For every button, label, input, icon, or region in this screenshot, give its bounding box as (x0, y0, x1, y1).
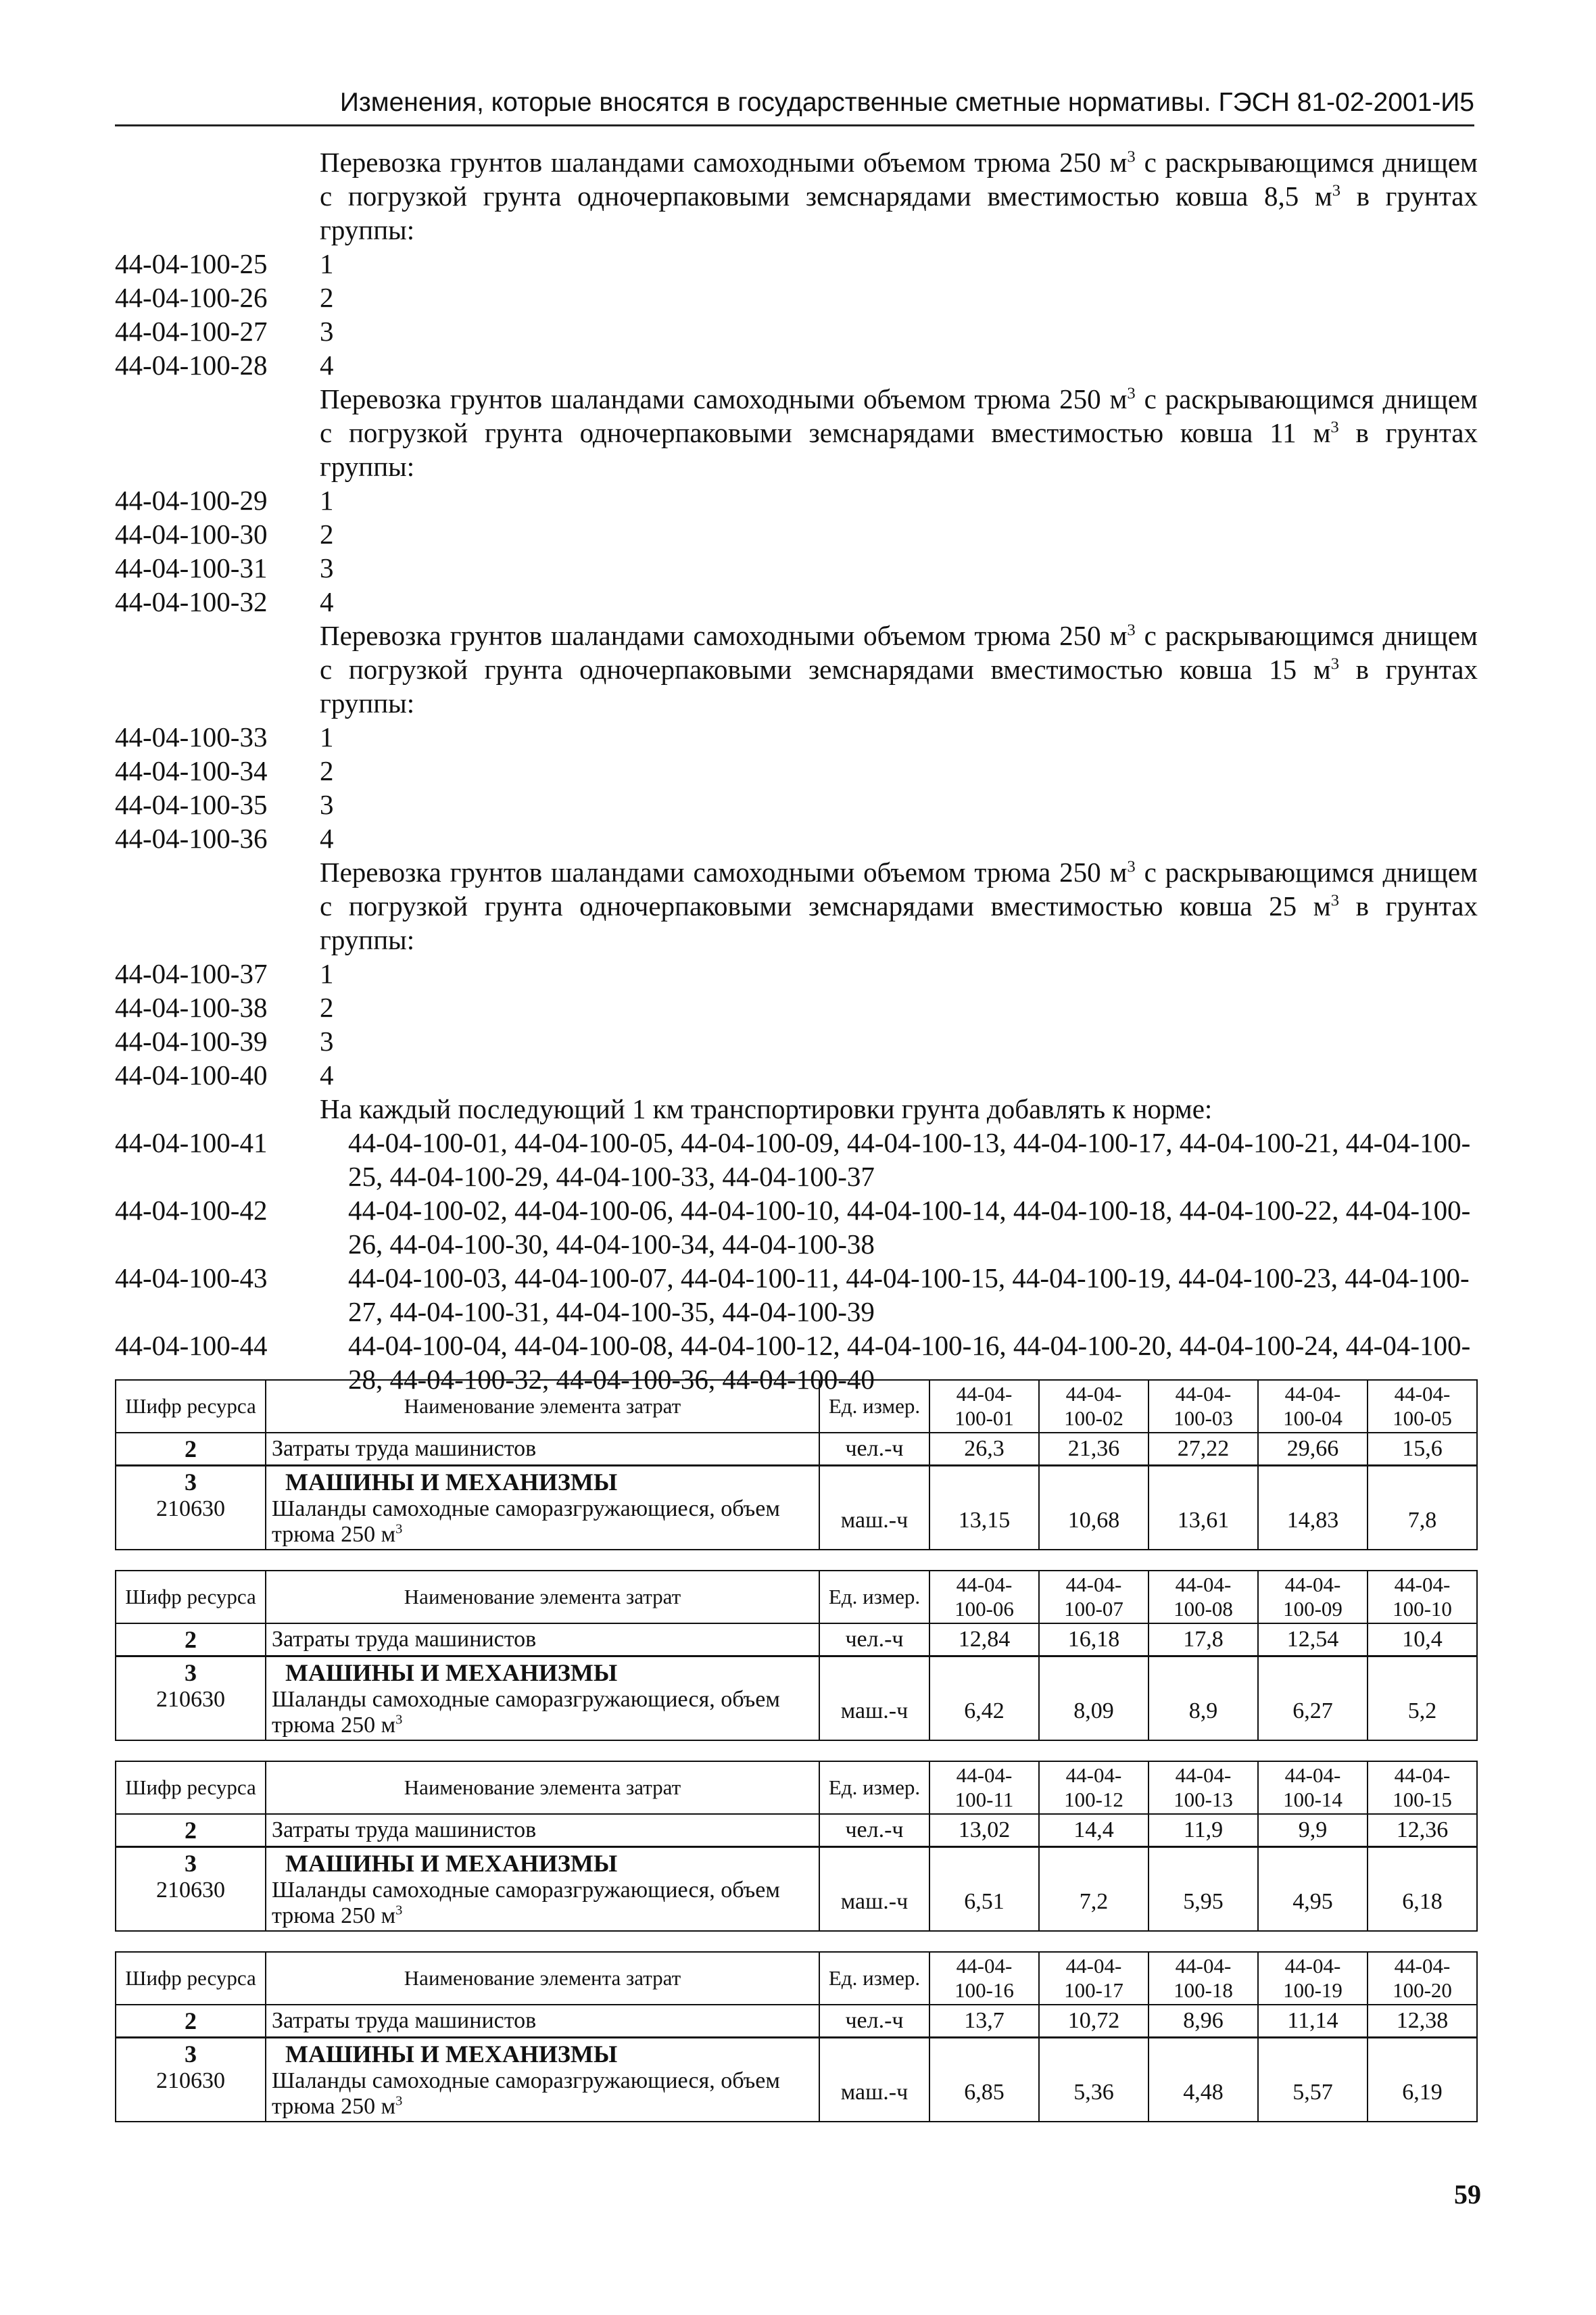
resource-table (115, 1379, 1478, 1550)
machine-value: 4,48 (1148, 2038, 1258, 2122)
norm-code: 44-04-100-25 (115, 248, 268, 279)
superscript: 3 (1127, 147, 1136, 166)
norm-number-line: 44-04- (1065, 1763, 1122, 1787)
col-header-unit: Ед. измер. (819, 1380, 929, 1433)
section-title-text: Перевозка грунтов шаландами самоходными объемом трюма 250 м (320, 857, 1128, 888)
resource-code: 2 (116, 2005, 266, 2038)
machine-value: 7,2 (1039, 1847, 1148, 1932)
col-header-norm (1148, 1571, 1258, 1623)
machine-code: 210630 (156, 2068, 225, 2093)
group-name: МАШИНЫ И МЕХАНИЗМЫ (285, 2040, 618, 2068)
table-row-machines (116, 1466, 1477, 1550)
group-name: МАШИНЫ И МЕХАНИЗМЫ (285, 1469, 618, 1496)
norm-number-line: 100-16 (954, 1978, 1014, 2002)
group-code: 3 (185, 2040, 197, 2068)
resource-unit: чел.-ч (819, 1433, 929, 1466)
soil-group: 2 (320, 519, 334, 550)
col-header-unit: Ед. измер. (819, 1571, 929, 1623)
machine-value: 5,36 (1039, 2038, 1148, 2122)
machine-name (272, 2068, 813, 2120)
norm-sections (115, 145, 1478, 1092)
resource-name-cell (266, 1847, 819, 1932)
norm-row (115, 585, 1478, 619)
resource-unit: чел.-ч (819, 1814, 929, 1847)
norm-number-line: 44-04- (1284, 1763, 1341, 1787)
machine-value: 6,27 (1258, 1656, 1368, 1741)
group-name: МАШИНЫ И МЕХАНИЗМЫ (285, 1850, 618, 1877)
labor-value: 29,66 (1258, 1433, 1368, 1466)
col-header-norm (1258, 1380, 1368, 1433)
norm-row (115, 551, 1478, 585)
labor-value: 14,4 (1039, 1814, 1148, 1847)
norm-row (115, 281, 1478, 314)
soil-group: 4 (320, 1059, 334, 1091)
additional-title: На каждый последующий 1 км транспортировки грунта добавлять к норме: (320, 1093, 1213, 1124)
norm-number-line: 44-04- (1175, 1763, 1232, 1787)
resource-table (115, 1570, 1478, 1741)
norm-number-line: 44-04- (1284, 1954, 1341, 1978)
col-header-norm (1039, 1571, 1148, 1623)
norm-reference-list: 44-04-100-02, 44-04-100-06, 44-04-100-10, 44-04-100-14, 44-04-100-18, 44-04-100-22, 44-04-100-26, 44-04-100-30, 44-04-100-34, 44-04-100-38 (348, 1195, 1471, 1260)
additional-row (115, 1193, 1478, 1261)
resource-name-cell (266, 1466, 819, 1550)
machine-name-text: Шаланды самоходные саморазгружающиеся, объем трюма 250 м (272, 2068, 780, 2119)
col-header-norm (929, 1952, 1039, 2005)
norm-code: 44-04-100-33 (115, 721, 268, 753)
norm-number-line: 100-12 (1064, 1788, 1123, 1811)
resource-name-cell (266, 2038, 819, 2122)
resource-unit: чел.-ч (819, 1623, 929, 1656)
norm-number-line: 100-04 (1283, 1406, 1343, 1430)
norm-code: 44-04-100-30 (115, 519, 268, 550)
section-title-text: в грунтах группы: (320, 654, 1478, 719)
machine-name-text: Шаланды самоходные саморазгружающиеся, объем трюма 250 м (272, 1878, 780, 1928)
superscript: 3 (395, 1712, 403, 1727)
norm-row (115, 991, 1478, 1024)
col-header-name: Наименование элемента затрат (266, 1380, 819, 1433)
superscript: 3 (1330, 891, 1340, 910)
norm-number-line: 44-04- (956, 1954, 1013, 1978)
resource-code-cell (116, 1656, 266, 1741)
norm-row (115, 517, 1478, 551)
labor-value: 13,02 (929, 1814, 1039, 1847)
col-header-norm (929, 1571, 1039, 1623)
norm-code: 44-04-100-39 (115, 1026, 268, 1057)
norm-row (115, 483, 1478, 517)
col-header-code: Шифр ресурса (116, 1952, 266, 2005)
machine-value: 10,68 (1039, 1466, 1148, 1550)
machine-value: 5,57 (1258, 2038, 1368, 2122)
norm-row (115, 348, 1478, 382)
superscript: 3 (1127, 384, 1136, 403)
col-header-unit: Ед. измер. (819, 1952, 929, 2005)
norm-number-line: 44-04- (1394, 1763, 1451, 1787)
col-header-norm (1039, 1761, 1148, 1814)
col-header-norm (1148, 1380, 1258, 1433)
section-title-text: Перевозка грунтов шаландами самоходными объемом трюма 250 м (320, 147, 1128, 178)
document-body (115, 145, 1478, 1396)
norm-number-line: 100-20 (1393, 1978, 1452, 2002)
col-header-norm (1039, 1952, 1148, 2005)
section-title-text: в грунтах группы: (320, 417, 1478, 482)
table-row-machines (116, 1847, 1477, 1932)
norm-number-line: 100-15 (1393, 1788, 1452, 1811)
norm-reference-list: 44-04-100-04, 44-04-100-08, 44-04-100-12, 44-04-100-16, 44-04-100-20, 44-04-100-24, 44-04-100-28, 44-04-100-32, 44-04-100-36, 44-04-100-40 (348, 1330, 1471, 1395)
labor-value: 10,72 (1039, 2005, 1148, 2038)
resource-unit: маш.-ч (819, 2038, 929, 2122)
col-header-code: Шифр ресурса (116, 1380, 266, 1433)
norm-number-line: 44-04- (1065, 1382, 1122, 1406)
machine-code: 210630 (156, 1878, 225, 1903)
superscript: 3 (1332, 181, 1341, 200)
page-number: 59 (1454, 2179, 1481, 2210)
norm-number-line: 100-18 (1174, 1978, 1233, 2002)
labor-value: 10,4 (1368, 1623, 1477, 1656)
norm-number-line: 100-08 (1174, 1597, 1233, 1621)
resource-unit: чел.-ч (819, 2005, 929, 2038)
soil-group: 1 (320, 248, 334, 279)
machine-value: 7,8 (1368, 1466, 1477, 1550)
resource-code-cell (116, 1847, 266, 1932)
resource-name: Затраты труда машинистов (266, 1814, 819, 1847)
machine-value: 13,61 (1148, 1466, 1258, 1550)
norm-number-line: 44-04- (1394, 1382, 1451, 1406)
norm-number-line: 44-04- (1065, 1573, 1122, 1596)
norm-code: 44-04-100-41 (115, 1127, 268, 1158)
resource-name-cell (266, 1656, 819, 1741)
labor-value: 12,54 (1258, 1623, 1368, 1656)
resource-unit: маш.-ч (819, 1656, 929, 1741)
labor-value: 16,18 (1039, 1623, 1148, 1656)
machine-value: 5,95 (1148, 1847, 1258, 1932)
norm-number-line: 100-02 (1064, 1406, 1123, 1430)
superscript: 3 (395, 2093, 403, 2109)
machine-name-text: Шаланды самоходные саморазгружающиеся, объем трюма 250 м (272, 1496, 780, 1547)
soil-group: 2 (320, 282, 334, 313)
norm-number-line: 100-09 (1283, 1597, 1343, 1621)
norm-row (115, 821, 1478, 855)
resource-code: 2 (116, 1814, 266, 1847)
soil-group: 1 (320, 485, 334, 516)
machine-value: 14,83 (1258, 1466, 1368, 1550)
norm-code: 44-04-100-43 (115, 1262, 268, 1293)
resource-name: Затраты труда машинистов (266, 1623, 819, 1656)
norm-code: 44-04-100-27 (115, 316, 268, 347)
soil-group: 4 (320, 350, 334, 381)
table-header-row (116, 1761, 1477, 1814)
labor-value: 11,14 (1258, 2005, 1368, 2038)
norm-number-line: 44-04- (956, 1763, 1013, 1787)
section-title-text: Перевозка грунтов шаландами самоходными объемом трюма 250 м (320, 620, 1128, 651)
resource-code: 2 (116, 1623, 266, 1656)
page-header: Изменения, которые вносятся в государственные сметные нормативы. ГЭСН 81-02-2001-И5 (115, 88, 1474, 126)
norm-number-line: 100-11 (954, 1788, 1014, 1811)
section-title-text: с раскрывающимся днищем с погрузкой грунта одночерпаковыми земснарядами вместимостью ковша 8,5 м (320, 147, 1478, 212)
machine-value: 5,2 (1368, 1656, 1477, 1741)
machine-code: 210630 (156, 1687, 225, 1712)
soil-group: 3 (320, 316, 334, 347)
norm-code: 44-04-100-35 (115, 789, 268, 820)
machine-value: 8,09 (1039, 1656, 1148, 1741)
norm-code: 44-04-100-37 (115, 958, 268, 989)
labor-value: 12,36 (1368, 1814, 1477, 1847)
norm-code: 44-04-100-32 (115, 586, 268, 617)
norm-number-line: 44-04- (1394, 1573, 1451, 1596)
norm-number-line: 44-04- (1394, 1954, 1451, 1978)
labor-value: 21,36 (1039, 1433, 1148, 1466)
additional-row (115, 1261, 1478, 1329)
soil-group: 4 (320, 823, 334, 854)
section-title-text: с раскрывающимся днищем с погрузкой грунта одночерпаковыми земснарядами вместимостью ковша 25 м (320, 857, 1478, 922)
labor-value: 15,6 (1368, 1433, 1477, 1466)
col-header-norm (929, 1380, 1039, 1433)
col-header-unit: Ед. измер. (819, 1761, 929, 1814)
norm-row (115, 957, 1478, 991)
section-title-text: с раскрывающимся днищем с погрузкой грунта одночерпаковыми земснарядами вместимостью ковша 11 м (320, 383, 1478, 448)
col-header-code: Шифр ресурса (116, 1571, 266, 1623)
labor-value: 27,22 (1148, 1433, 1258, 1466)
section-title (320, 619, 1478, 720)
machine-value: 6,19 (1368, 2038, 1477, 2122)
soil-group: 2 (320, 992, 334, 1023)
resource-name: Затраты труда машинистов (266, 1433, 819, 1466)
table-row-labor (116, 1623, 1477, 1656)
group-name: МАШИНЫ И МЕХАНИЗМЫ (285, 1659, 618, 1686)
superscript: 3 (1330, 418, 1339, 437)
soil-group: 3 (320, 552, 334, 583)
norm-number-line: 100-01 (954, 1406, 1014, 1430)
col-header-norm (1148, 1952, 1258, 2005)
norm-number-line: 100-06 (954, 1597, 1014, 1621)
resource-unit: маш.-ч (819, 1847, 929, 1932)
col-header-norm (1368, 1571, 1477, 1623)
section-title-text: Перевозка грунтов шаландами самоходными объемом трюма 250 м (320, 383, 1128, 414)
table-row-labor (116, 1814, 1477, 1847)
labor-value: 9,9 (1258, 1814, 1368, 1847)
norm-code: 44-04-100-38 (115, 992, 268, 1023)
machine-value: 6,51 (929, 1847, 1039, 1932)
soil-group: 2 (320, 755, 334, 786)
norm-code: 44-04-100-36 (115, 823, 268, 854)
labor-value: 17,8 (1148, 1623, 1258, 1656)
machine-value: 6,85 (929, 2038, 1039, 2122)
norm-row (115, 247, 1478, 281)
norm-number-line: 44-04- (1175, 1954, 1232, 1978)
norm-reference-list: 44-04-100-01, 44-04-100-05, 44-04-100-09, 44-04-100-13, 44-04-100-17, 44-04-100-21, 44-04-100-25, 44-04-100-29, 44-04-100-33, 44-04-100-37 (348, 1127, 1471, 1192)
labor-value: 12,38 (1368, 2005, 1477, 2038)
machine-value: 4,95 (1258, 1847, 1368, 1932)
additional-list (115, 1126, 1478, 1396)
machine-name (272, 1878, 813, 1929)
soil-group: 1 (320, 958, 334, 989)
norm-number-line: 44-04- (1284, 1382, 1341, 1406)
col-header-name: Наименование элемента затрат (266, 1761, 819, 1814)
col-header-norm (1258, 1761, 1368, 1814)
resource-name: Затраты труда машинистов (266, 2005, 819, 2038)
machine-code: 210630 (156, 1496, 225, 1521)
labor-value: 8,96 (1148, 2005, 1258, 2038)
resource-table (115, 1951, 1478, 2122)
col-header-norm (1368, 1952, 1477, 2005)
norm-row (115, 788, 1478, 821)
section-title-text: в грунтах группы: (320, 890, 1478, 955)
section-title-text: в грунтах группы: (320, 181, 1478, 245)
norm-number-line: 100-07 (1064, 1597, 1123, 1621)
norm-code: 44-04-100-40 (115, 1059, 268, 1091)
table-row-machines (116, 2038, 1477, 2122)
resource-code-cell (116, 1466, 266, 1550)
norm-reference-list: 44-04-100-03, 44-04-100-07, 44-04-100-11, 44-04-100-15, 44-04-100-19, 44-04-100-23, 44-04-100-27, 44-04-100-31, 44-04-100-35, 44-04-100-39 (348, 1262, 1470, 1327)
col-header-norm (1368, 1761, 1477, 1814)
superscript: 3 (1330, 654, 1340, 673)
resource-table (115, 1761, 1478, 1932)
norm-code: 44-04-100-29 (115, 485, 268, 516)
resource-code-cell (116, 2038, 266, 2122)
table-row-machines (116, 1656, 1477, 1741)
norm-number-line: 100-03 (1174, 1406, 1233, 1430)
norm-row (115, 1024, 1478, 1058)
group-code: 3 (185, 1469, 197, 1496)
machine-value: 6,18 (1368, 1847, 1477, 1932)
machine-value: 13,15 (929, 1466, 1039, 1550)
table-header-row (116, 1952, 1477, 2005)
norm-code: 44-04-100-31 (115, 552, 268, 583)
machine-value: 8,9 (1148, 1656, 1258, 1741)
superscript: 3 (395, 1521, 403, 1537)
machine-name (272, 1496, 813, 1548)
col-header-code: Шифр ресурса (116, 1761, 266, 1814)
norm-row (115, 720, 1478, 754)
machine-name-text: Шаланды самоходные саморазгружающиеся, объем трюма 250 м (272, 1687, 780, 1738)
group-code: 3 (185, 1659, 197, 1686)
norm-number-line: 44-04- (956, 1382, 1013, 1406)
norm-number-line: 44-04- (1175, 1382, 1232, 1406)
table-header-row (116, 1380, 1477, 1433)
section-title-text: с раскрывающимся днищем с погрузкой грунта одночерпаковыми земснарядами вместимостью ковша 15 м (320, 620, 1478, 685)
table-row-labor (116, 1433, 1477, 1466)
norm-row (115, 1058, 1478, 1092)
table-header-row (116, 1571, 1477, 1623)
labor-value: 11,9 (1148, 1814, 1258, 1847)
norm-number-line: 100-14 (1283, 1788, 1343, 1811)
norm-number-line: 44-04- (1284, 1573, 1341, 1596)
norm-number-line: 100-19 (1283, 1978, 1343, 2002)
norm-number-line: 100-13 (1174, 1788, 1233, 1811)
col-header-norm (1148, 1761, 1258, 1814)
norm-number-line: 100-05 (1393, 1406, 1452, 1430)
norm-code: 44-04-100-44 (115, 1330, 268, 1361)
col-header-name: Наименование элемента затрат (266, 1571, 819, 1623)
norm-number-line: 44-04- (1065, 1954, 1122, 1978)
section-title (320, 855, 1478, 957)
norm-number-line: 100-17 (1064, 1978, 1123, 2002)
col-header-norm (1039, 1380, 1148, 1433)
soil-group: 3 (320, 789, 334, 820)
norm-row (115, 754, 1478, 788)
additional-row (115, 1126, 1478, 1193)
col-header-norm (1258, 1571, 1368, 1623)
norm-number-line: 44-04- (956, 1573, 1013, 1596)
table-row-labor (116, 2005, 1477, 2038)
superscript: 3 (1127, 857, 1136, 876)
resource-code: 2 (116, 1433, 266, 1466)
norm-row (115, 314, 1478, 348)
superscript: 3 (395, 1903, 403, 1918)
section-title (320, 145, 1478, 247)
machine-value: 6,42 (929, 1656, 1039, 1741)
norm-code: 44-04-100-26 (115, 282, 268, 313)
norm-code: 44-04-100-42 (115, 1195, 268, 1226)
norm-code: 44-04-100-28 (115, 350, 268, 381)
norm-code: 44-04-100-34 (115, 755, 268, 786)
col-header-norm (929, 1761, 1039, 1814)
superscript: 3 (1127, 621, 1136, 640)
soil-group: 1 (320, 721, 334, 753)
machine-name (272, 1687, 813, 1738)
col-header-norm (1368, 1380, 1477, 1433)
col-header-norm (1258, 1952, 1368, 2005)
group-code: 3 (185, 1850, 197, 1877)
norm-number-line: 44-04- (1175, 1573, 1232, 1596)
labor-value: 12,84 (929, 1623, 1039, 1656)
soil-group: 4 (320, 586, 334, 617)
section-title (320, 382, 1478, 483)
norm-number-line: 100-10 (1393, 1597, 1452, 1621)
soil-group: 3 (320, 1026, 334, 1057)
resource-unit: маш.-ч (819, 1466, 929, 1550)
col-header-name: Наименование элемента затрат (266, 1952, 819, 2005)
labor-value: 13,7 (929, 2005, 1039, 2038)
labor-value: 26,3 (929, 1433, 1039, 1466)
